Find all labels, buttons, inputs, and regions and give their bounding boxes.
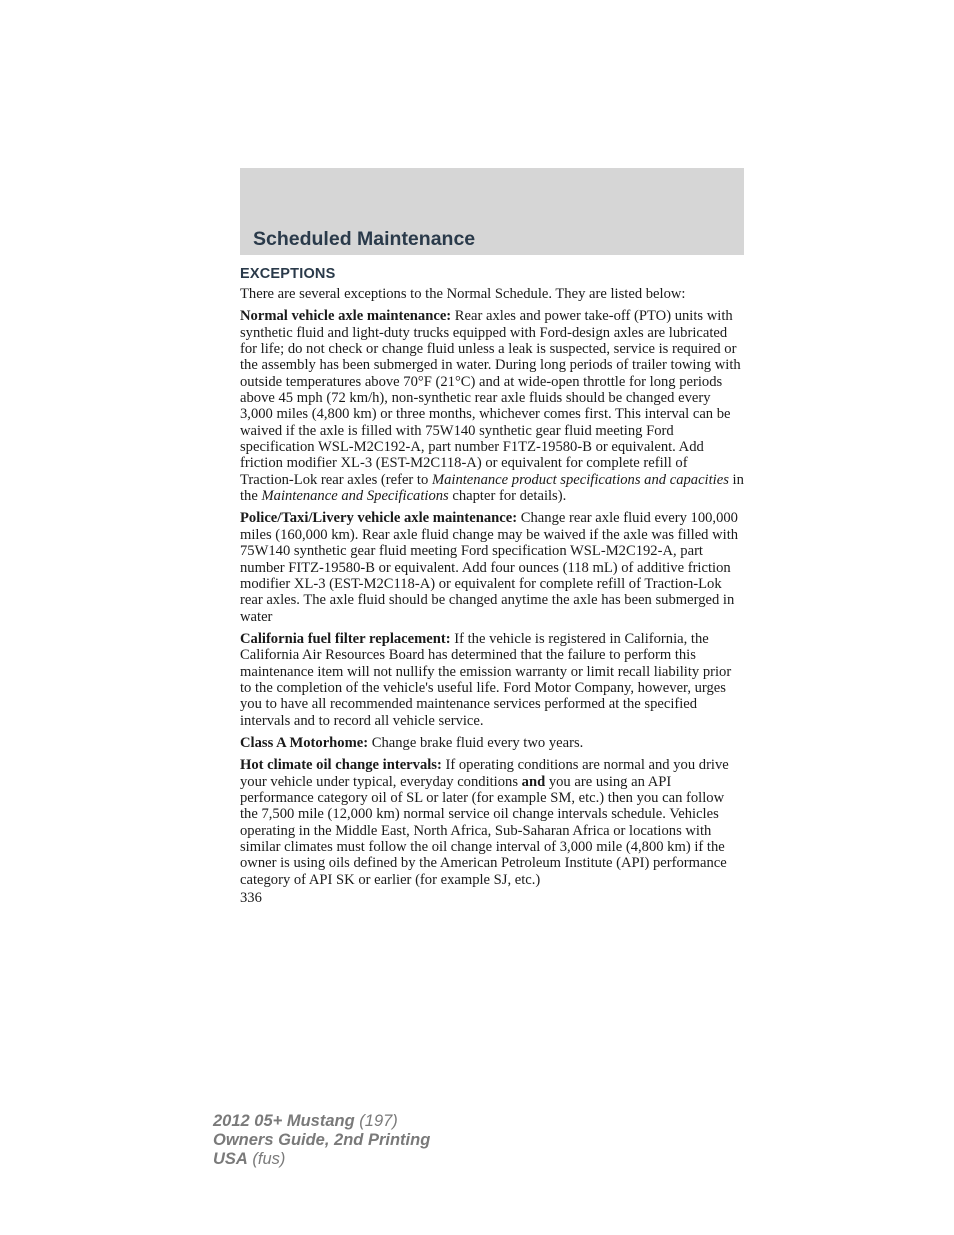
footer-line-region: USA (fus) xyxy=(213,1150,286,1168)
paragraph-normal-axle xyxy=(240,308,744,504)
paragraph-text: Rear axles and power take-off (PTO) units with synthetic fluid and light-duty trucks equipped with Ford-design axles are lubricated for life; do not check or change fluid unless a leak is suspected, service is required or the assembly has been submerged in water. During long periods of trailer towing with outside temperatures above 70°F (21°C) and at wide-open throttle for long periods above 45 mph (72 km/h), non-synthetic rear axle fluids should be changed every 3,000 miles (4,800 km) or three months, whichever comes first. This interval can be waived if the axle is filled with 75W140 synthetic gear fluid meeting Ford specification WSL-M2C192-A, part number F1TZ-19580-B or equivalent. Add friction modifier XL-3 (EST-M2C118-A) or equivalent for complete refill of Traction-Lok rear axles (refer to xyxy=(240,308,741,488)
paragraph-text: chapter for details). xyxy=(448,488,567,505)
paragraph-motorhome xyxy=(240,735,744,751)
paragraph-hot-climate xyxy=(240,757,744,888)
paragraph-text: Change brake fluid every two years. xyxy=(368,734,584,751)
paragraph-lead: Hot climate oil change intervals: xyxy=(240,757,442,774)
reference-chapter: Maintenance and Specifications xyxy=(261,488,449,505)
page-title: Scheduled Maintenance xyxy=(253,228,476,250)
footer-line-guide: Owners Guide, 2nd Printing xyxy=(213,1131,431,1149)
paragraph-lead: Class A Motorhome: xyxy=(240,734,369,751)
footer xyxy=(213,1112,430,1169)
reference-capacities: Maintenance product specifications and capacities xyxy=(431,471,729,488)
paragraph-text: If the vehicle is registered in California, the California Air Resources Board has determined that the failure to perform this maintenance item will not nullify the emission warranty or limit recall liability prior to the completion of the vehicle's useful life. Ford Motor Company, however, urges you to have all recommended maintenance services performed at the specified intervals and to record all vehicle service. xyxy=(240,630,732,729)
paragraph-california xyxy=(240,631,744,729)
paragraph-lead: California fuel filter replacement: xyxy=(240,630,451,647)
paragraph-police-axle xyxy=(240,510,744,624)
header-band xyxy=(240,168,744,255)
intro-paragraph: There are several exceptions to the Normal Schedule. They are listed below: xyxy=(240,286,686,302)
paragraph-text: If operating conditions are normal and you drive your vehicle under typical, everyday conditions xyxy=(240,757,729,790)
paragraph-lead: Police/Taxi/Livery vehicle axle maintenance: xyxy=(240,510,518,527)
paragraph-text: Change rear axle fluid every 100,000 miles (160,000 km). Rear axle fluid change may be waived if the axle was filled with 75W140 synthetic gear fluid meeting Ford specification WSL-M2C192-A, part number FITZ-19580-B or equivalent. Add four ounces (118 mL) of additive friction modifier XL-3 (EST-M2C118-A) or equivalent for complete refill of Traction-Lok rear axles. The axle fluid should be changed anytime the axle has been submerged in water xyxy=(240,510,739,625)
footer-line-model: 2012 05+ Mustang (197) xyxy=(213,1112,398,1130)
paragraph-text: in the xyxy=(240,471,744,505)
main-content xyxy=(240,266,744,906)
section-heading: EXCEPTIONS xyxy=(240,266,336,282)
paragraph-text: you are using an API performance category oil of SL or later (for example SM, etc.) then you can follow the 7,500 mile (12,000 km) normal service oil change intervals schedule. Vehicles operating in the Middle East, North Africa, Sub-Saharan Africa or locations with similar climates must follow the oil change interval of 3,000 mile (4,800 km) if the owner is using oils defined by the American Petroleum Institute (API) performance category of API SK or earlier (for example SJ, etc.) xyxy=(240,773,727,888)
page-number: 336 xyxy=(240,890,262,907)
paragraph-lead: Normal vehicle axle maintenance: xyxy=(240,308,452,325)
emphasis-and: and xyxy=(521,773,546,790)
